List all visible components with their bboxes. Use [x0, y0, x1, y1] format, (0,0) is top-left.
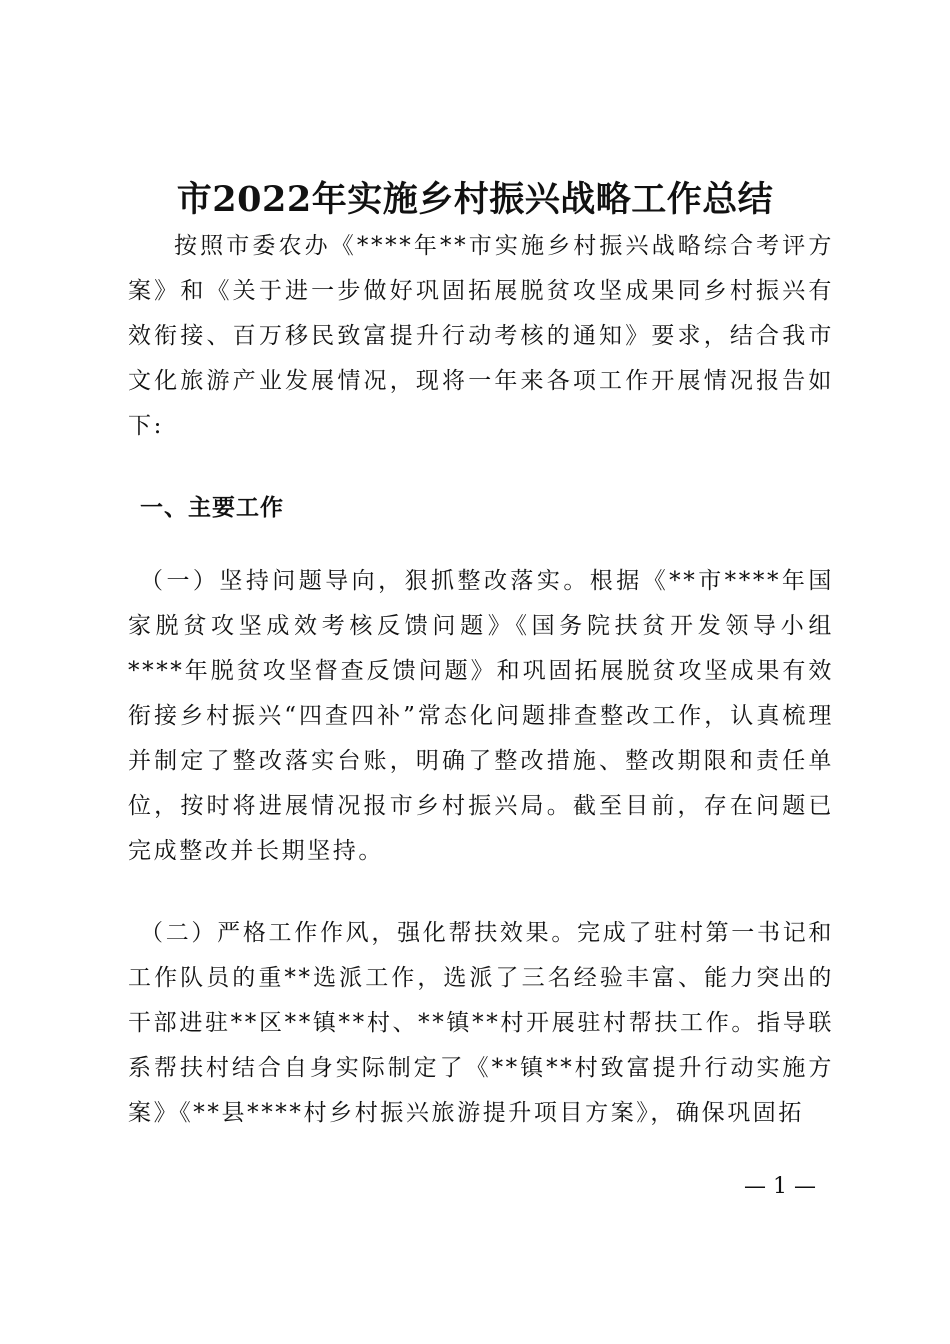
section-heading: 一、主要工作	[140, 495, 284, 521]
document-title: 市2022年实施乡村振兴战略工作总结	[176, 179, 774, 220]
page-number: — 1 —	[744, 1174, 816, 1199]
intro-paragraph: 按照市委农办《****年**市实施乡村振兴战略综合考评方案》和《关于进一步做好巩固拓展脱贫攻坚成果同乡村振兴有效衔接、百万移民致富提升行动考核的通知》要求，结合我市文化旅游产业发展情况，现将一年来各项工作开展情况报告如下:	[128, 233, 834, 439]
paragraph-2: （二）严格工作作风，强化帮扶效果。完成了驻村第一书记和工作队员的重**选派工作，选派了三名经验丰富、能力突出的干部进驻**区**镇**村、**镇**村开展驻村帮扶工作。指导联系帮扶村结合自身实际制定了《**镇**村致富提升行动实施方案》《**县****村乡村振兴旅游提升项目方案》，确保巩固拓	[128, 920, 834, 1126]
paragraph-1: （一）坚持问题导向，狠抓整改落实。根据《**市****年国家脱贫攻坚成效考核反馈问题》《国务院扶贫开发领导小组****年脱贫攻坚督查反馈问题》和巩固拓展脱贫攻坚成果有效衔接乡村振兴“四查四补”常态化问题排查整改工作，认真梳理并制定了整改落实台账，明确了整改措施、整改期限和责任单位，按时将进展情况报市乡村振兴局。截至目前，存在问题已完成整改并长期坚持。	[128, 568, 834, 864]
